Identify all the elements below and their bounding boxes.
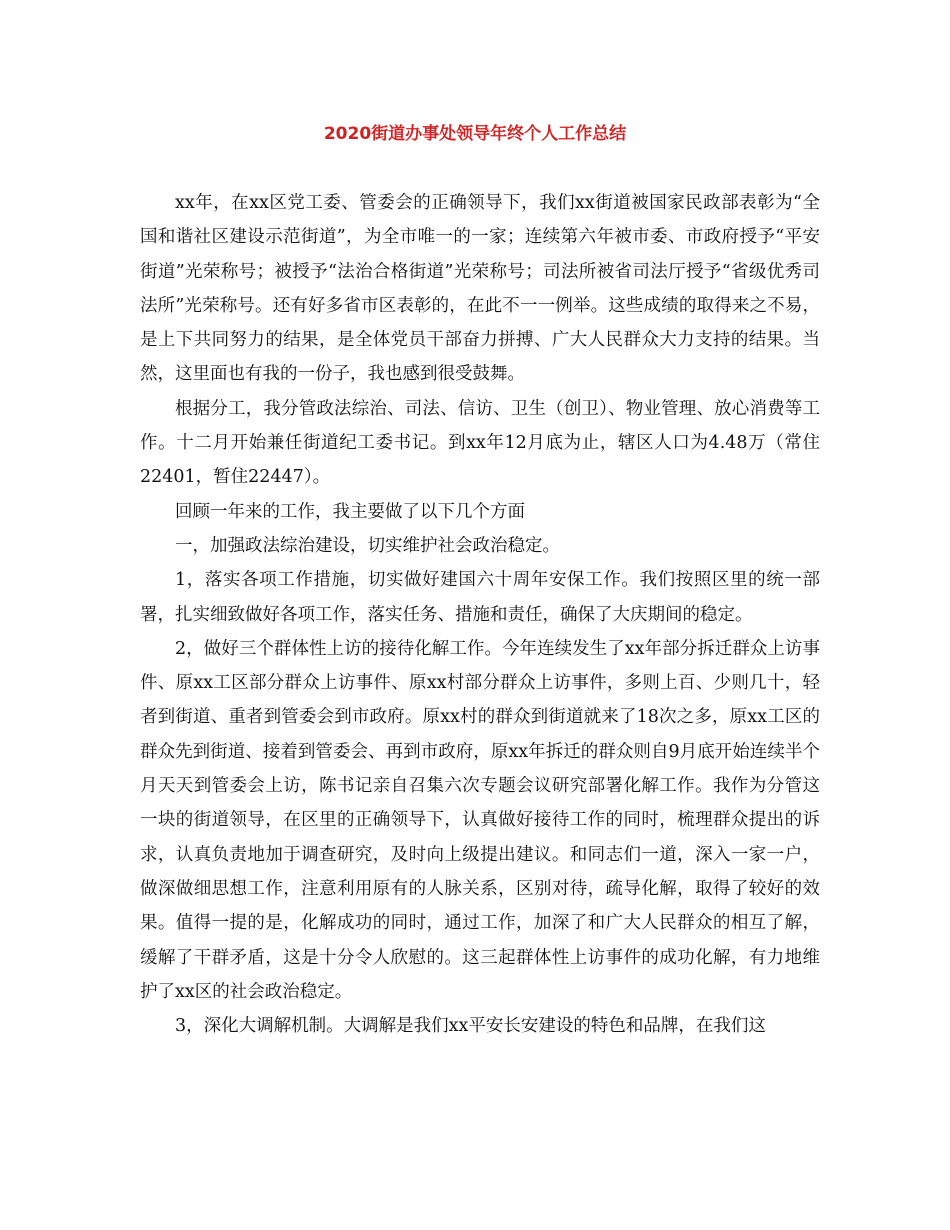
paragraph-item-1: 1，落实各项工作措施，切实做好建国六十周年安保工作。我们按照区里的统一部署，扎实细致做好各项工作，落实任务、措施和责任，确保了大庆期间的稳定。 bbox=[140, 570, 820, 625]
paragraph-intro: xx年，在xx区党工委、管委会的正确领导下，我们xx街道被国家民政部表彰为“全国和谐社区建设示范街道”，为全市唯一的一家；连续第六年被市委、市政府授予“平安街道”光荣称号；被授予“法治合格街道”光荣称号；司法所被省司法厅授予“省级优秀司法所”光荣称号。还有好多省市区表彰的，在此不一一例举。这些成绩的取得来之不易，是上下共同努力的结果，是全体党员干部奋力拼搏、广大人民群众大力支持的结果。当然，这里面也有我的一份子，我也感到很受鼓舞。 bbox=[140, 193, 820, 385]
paragraph-item-2: 2，做好三个群体性上访的接待化解工作。今年连续发生了xx年部分拆迁群众上访事件、原xx工区部分群众上访事件、原xx村部分群众上访事件，多则上百、少则几十，轻者到街道、重者到管委会到市政府。原xx村的群众到街道就来了18次之多，原xx工区的群众先到街道、接着到管委会、再到市政府，原xx年拆迁的群众则自9月底开始连续半个月天天到管委会上访，陈书记亲自召集六次专题会议研究部署化解工作。我作为分管这一块的街道领导，在区里的正确领导下，认真做好接待工作的同时，梳理群众提出的诉求，认真负责地加于调查研究，及时向上级提出建议。和同志们一道，深入一家一户，做深做细思想工作，注意利用原有的人脉关系，区别对待，疏导化解，取得了较好的效果。值得一提的是，化解成功的同时，通过工作，加深了和广大人民群众的相互了解，缓解了干群矛盾，这是十分令人欣慰的。这三起群体性上访事件的成功化解，有力地维护了xx区的社会政治稳定。 bbox=[140, 638, 820, 1002]
paragraph-item-3: 3，深化大调解机制。大调解是我们xx平安长安建设的特色和品牌，在我们这 bbox=[175, 1016, 766, 1037]
paragraph-review: 回顾一年来的工作，我主要做了以下几个方面 bbox=[175, 501, 525, 522]
document-body bbox=[140, 186, 820, 1043]
document-title: 2020街道办事处领导年终个人工作总结 bbox=[323, 124, 627, 144]
paragraph-section-heading: 一，加强政法综治建设，切实维护社会政治稳定。 bbox=[175, 535, 560, 556]
paragraph-duties: 根据分工，我分管政法综治、司法、信访、卫生（创卫）、物业管理、放心消费等工作。十二月开始兼任街道纪工委书记。到xx年12月底为止，辖区人口为4.48万（常住22401，暂住22447）。 bbox=[140, 398, 820, 488]
